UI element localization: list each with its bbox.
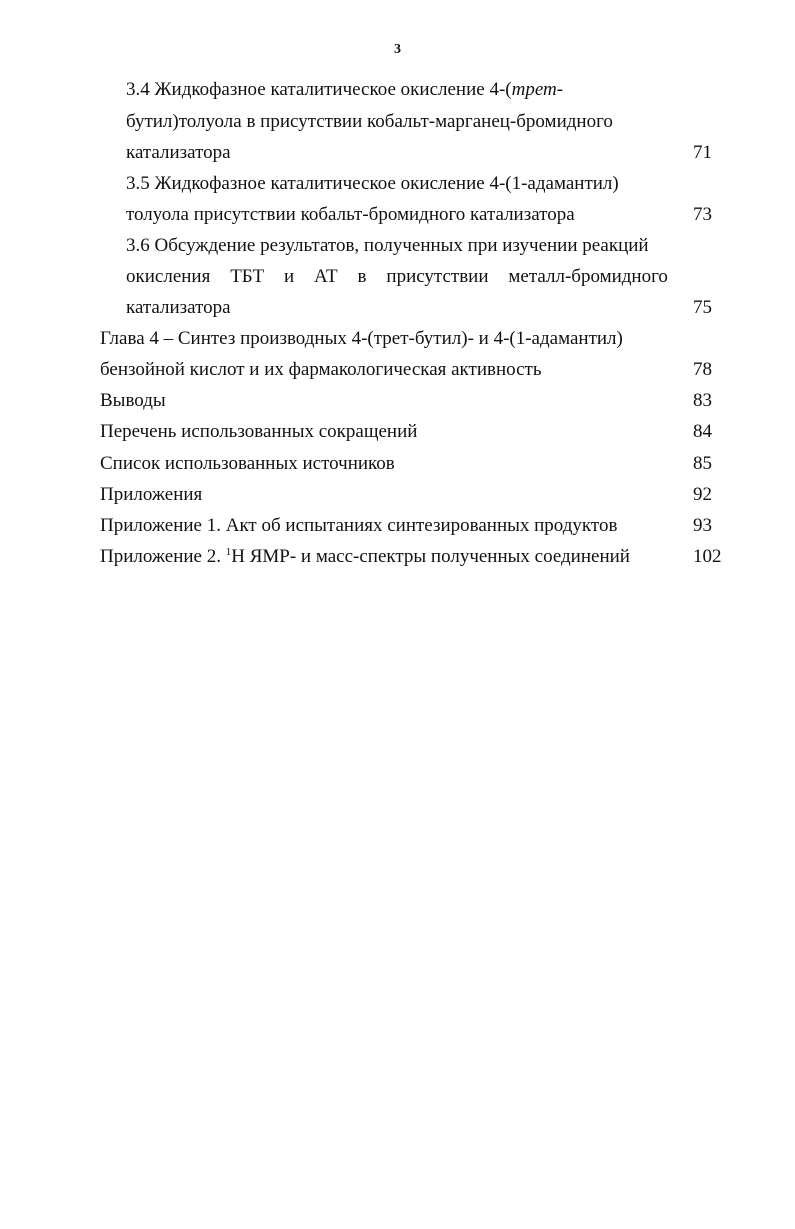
toc-conclusions-page: 83 (693, 390, 712, 411)
toc-3-6-word: присутствии (386, 266, 489, 287)
toc-conclusions-label: Выводы (100, 390, 166, 411)
toc-3-4-line-1-dash: - (556, 79, 564, 100)
toc-appendix-2-label-b: Н ЯМР- и масс-спектры полученных соединений (231, 546, 630, 567)
toc-3-5-line-1: 3.5 Жидкофазное каталитическое окисление 4-(1-адамантил) (126, 173, 619, 194)
toc-appendix-1-page: 93 (693, 515, 712, 536)
toc-3-5-line-2: толуола присутствии кобальт-бромидного катализатора (126, 204, 575, 225)
toc-ch4-line-2: бензойной кислот и их фармакологическая активность (100, 359, 542, 380)
toc-3-6-line-3: катализатора (126, 297, 231, 318)
toc-3-6-line-1: 3.6 Обсуждение результатов, полученных при изучении реакций (126, 235, 649, 256)
toc-3-6-word: ТБТ (230, 266, 265, 287)
toc-3-6-page: 75 (693, 297, 712, 318)
toc-3-6-word: в (357, 266, 367, 287)
toc-appendix-2-label-a: Приложение 2. (100, 546, 226, 567)
toc-appendix-2-page: 102 (693, 546, 722, 567)
toc-ch4-page: 78 (693, 359, 712, 380)
toc-3-4-page: 71 (693, 142, 712, 163)
toc-appendices-label: Приложения (100, 484, 203, 505)
toc-3-6-word: металл-бромидного (508, 266, 668, 287)
toc-3-6-word: и (283, 266, 295, 287)
toc-appendices-page: 92 (693, 484, 712, 505)
toc-abbreviations-label: Перечень использованных сокращений (100, 421, 418, 442)
toc-3-4-line-2: бутил)толуола в присутствии кобальт-марганец-бромидного (126, 111, 613, 132)
toc-3-4-line-1-text: 3.4 Жидкофазное каталитическое окисление 4-( (126, 79, 512, 100)
toc-3-6-line-2 (126, 265, 668, 289)
toc-3-4-line-1-italic: трет (511, 79, 557, 100)
toc-3-4-line-1 (126, 78, 563, 102)
toc-references-page: 85 (693, 453, 712, 474)
toc-3-6-word: окисления (126, 266, 211, 287)
toc-ch4-line-1: Глава 4 – Синтез производных 4-(трет-бутил)- и 4-(1-адамантил) (100, 328, 623, 349)
toc-abbreviations-page: 84 (693, 421, 712, 442)
toc-references-label: Список использованных источников (100, 453, 395, 474)
toc-3-5-page: 73 (693, 204, 712, 225)
toc-3-4-line-3: катализатора (126, 142, 231, 163)
toc-appendix-1-label: Приложение 1. Акт об испытаниях синтезированных продуктов (100, 515, 618, 536)
toc-3-6-word: АТ (314, 266, 338, 287)
toc-appendix-2-superscript: 1 (225, 546, 232, 558)
page-number: 3 (394, 42, 401, 57)
toc-appendix-2-label (100, 545, 630, 569)
